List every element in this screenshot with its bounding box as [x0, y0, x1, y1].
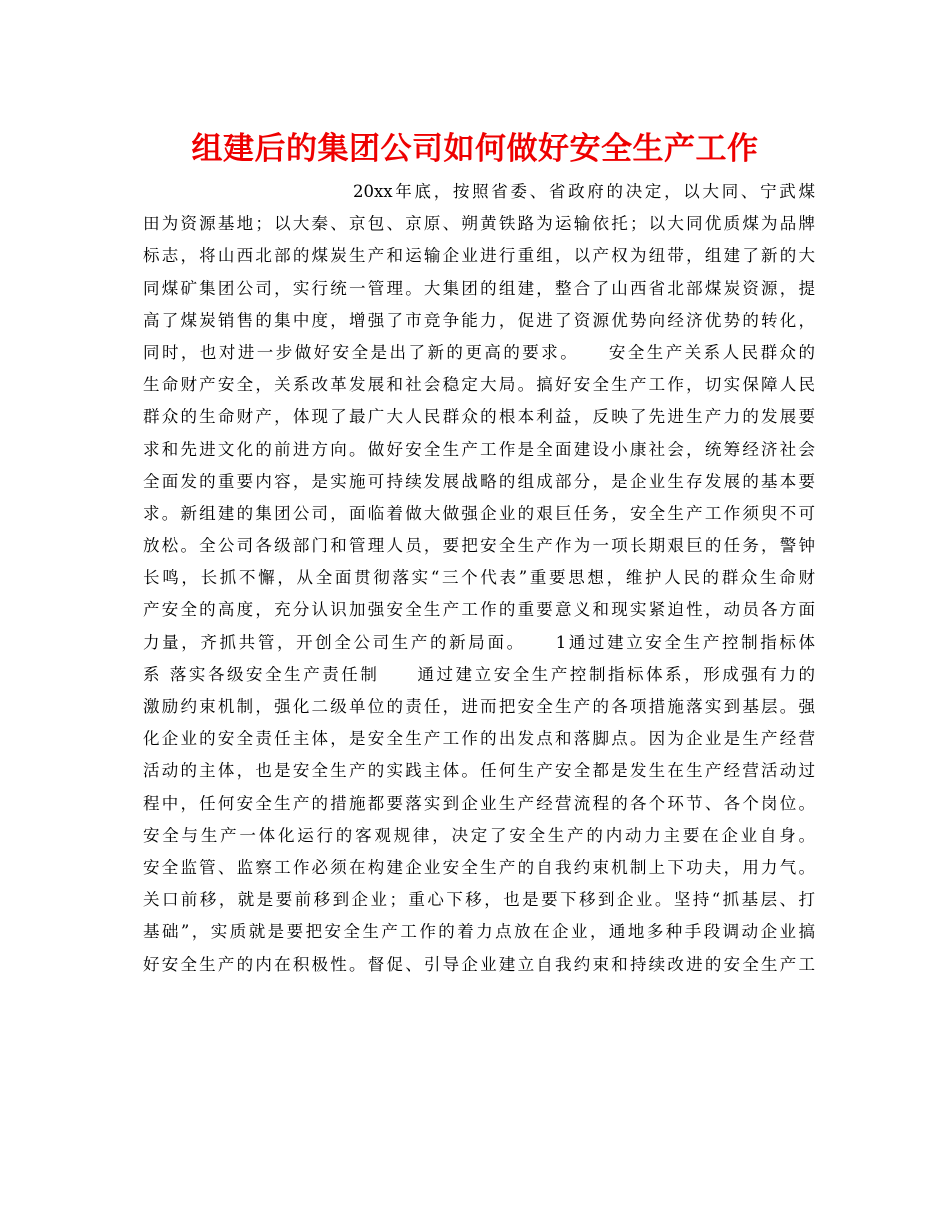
body-line: 基础”，实质就是要把安全生产工作的着力点放在企业，通地多种手段调动企业搞: [143, 922, 815, 942]
body-line: 同煤矿集团公司，实行统一管理。大集团的组建，整合了山西省北部煤炭资源，提: [143, 278, 815, 298]
body-line: 同时，也对进一步做好安全是出了新的更高的要求。 安全生产关系人民群众的: [143, 342, 815, 362]
body-line: 20xx年底，按照省委、省政府的决定，以大同、宁武煤: [353, 182, 815, 201]
body-line: 程中，任何安全生产的措施都要落实到企业生产经营流程的各个环节、各个岗位。: [143, 793, 815, 813]
body-line: 安全与生产一体化运行的客观规律，决定了安全生产的内动力主要在企业自身。: [143, 825, 815, 845]
body-line: 好安全生产的内在积极性。督促、引导企业建立自我约束和持续改进的安全生产工: [143, 954, 815, 974]
body-line: 求和先进文化的前进方向。做好安全生产工作是全面建设小康社会，统筹经济社会: [143, 439, 815, 459]
body-line: 生命财产安全，关系改革发展和社会稳定大局。搞好安全生产工作，切实保障人民: [143, 375, 815, 395]
body-line: 活动的主体，也是安全生产的实践主体。任何生产安全都是发生在生产经营活动过: [143, 761, 815, 781]
body-line: 放松。全公司各级部门和管理人员，要把安全生产作为一项长期艰巨的任务，警钟: [143, 536, 815, 556]
body-line: 安全监管、监察工作必须在构建企业安全生产的自我约束机制上下功夫，用力气。: [143, 857, 815, 877]
body-line: 标志，将山西北部的煤炭生产和运输企业进行重组，以产权为纽带，组建了新的大: [143, 246, 815, 266]
body-line: 全面发的重要内容，是实施可持续发展战略的组成部分，是企业生存发展的基本要: [143, 471, 815, 491]
body-line: 田为资源基地；以大秦、京包、京原、朔黄铁路为运输依托；以大同优质煤为品牌: [143, 214, 815, 234]
body-line: 系 落实各级安全生产责任制 通过建立安全生产控制指标体系，形成强有力的: [143, 664, 815, 684]
body-line: 激励约束机制，强化二级单位的责任，进而把安全生产的各项措施落实到基层。强: [143, 697, 815, 716]
body-line: 高了煤炭销售的集中度，增强了市竞争能力，促进了资源优势向经济优势的转化，: [143, 310, 815, 330]
body-line: 产安全的高度，充分认识加强安全生产工作的重要意义和现实紧迫性，动员各方面: [143, 600, 815, 620]
body-line: 化企业的安全责任主体，是安全生产工作的出发点和落脚点。因为企业是生产经营: [143, 729, 815, 749]
body-line: 力量，齐抓共管，开创全公司生产的新局面。 1通过建立安全生产控制指标体: [143, 632, 815, 652]
body-line: 关口前移，就是要前移到企业；重心下移，也是要下移到企业。坚持“抓基层、打: [143, 890, 815, 910]
page-title: 组建后的集团公司如何做好安全生产工作: [191, 131, 759, 167]
body-line: 求。新组建的集团公司，面临着做大做强企业的艰巨任务，安全生产工作须臾不可: [143, 503, 815, 523]
body-line: 长鸣，长抓不懈，从全面贯彻落实“三个代表”重要思想，维护人民的群众生命财: [143, 568, 815, 588]
body-line: 群众的生命财产，体现了最广大人民群众的根本利益，反映了先进生产力的发展要: [143, 407, 815, 427]
body-text: [143, 176, 815, 981]
